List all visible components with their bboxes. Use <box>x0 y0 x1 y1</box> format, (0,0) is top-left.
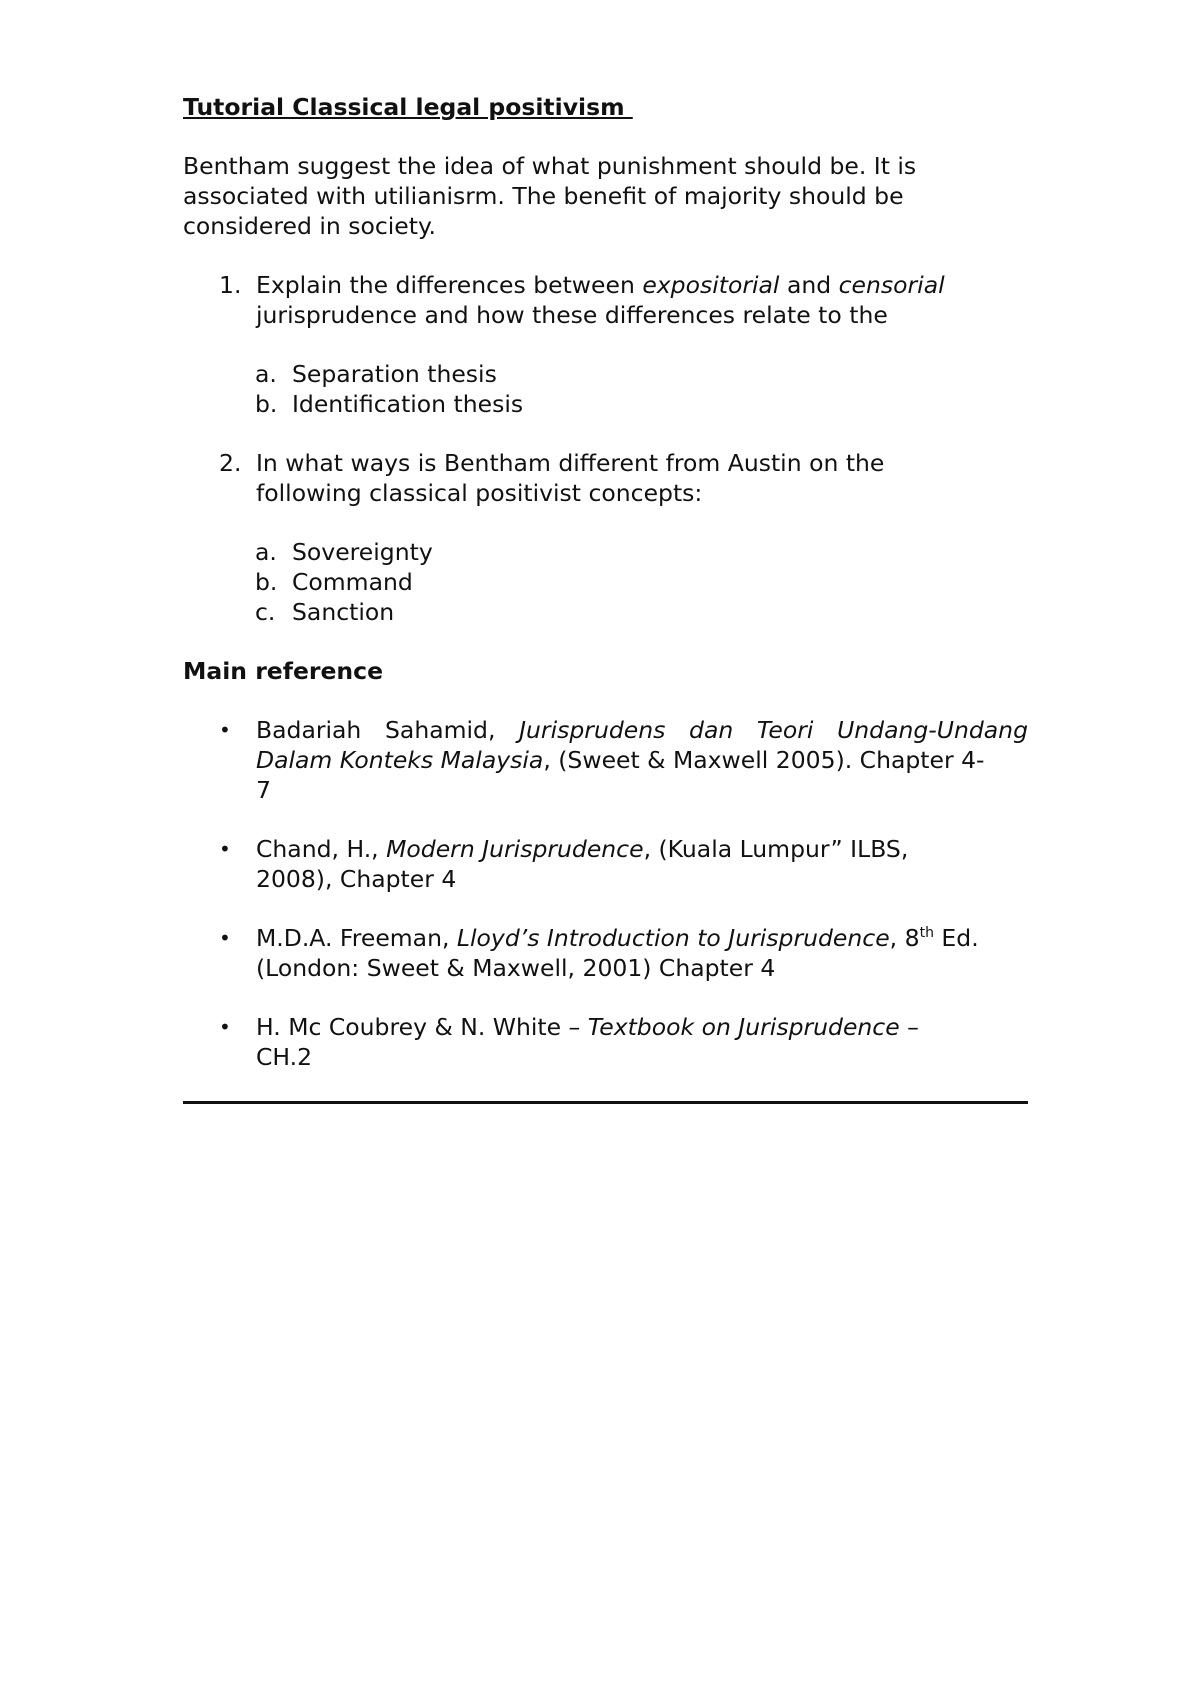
bullet-icon: • <box>219 837 231 861</box>
question-1-subitems <box>183 359 1028 419</box>
reference-text: Ed. <box>933 924 979 952</box>
reference-text: , (Sweet & Maxwell 2005). Chapter 4- <box>543 746 985 774</box>
intro-paragraph <box>183 151 1028 241</box>
sub-item-letter: a. <box>255 360 277 388</box>
bullet-icon: • <box>219 1015 231 1039</box>
document-title: Tutorial Classical legal positivism <box>183 93 633 121</box>
sub-item-text: Sanction <box>292 598 395 626</box>
reference-line: 7 <box>256 776 271 804</box>
reference-text: M.D.A. Freeman, <box>256 924 457 952</box>
bullet-icon: • <box>219 926 231 950</box>
intro-line: associated with utilianisrm. The benefit of majority should be <box>183 182 904 210</box>
intro-line: Bentham suggest the idea of what punishment should be. It is <box>183 152 917 180</box>
reference-book-title: Textbook on Jurisprudence <box>587 1013 900 1041</box>
question-line: In what ways is Bentham different from Austin on the <box>256 449 885 477</box>
reference-line <box>256 745 1028 775</box>
reference-item <box>183 834 1028 894</box>
sub-item-text: Command <box>292 568 413 596</box>
sub-item-letter: a. <box>255 538 277 566</box>
reference-item <box>183 1012 1028 1072</box>
bullet-icon: • <box>219 718 231 742</box>
sub-item <box>183 567 1028 597</box>
question-line <box>256 270 1028 300</box>
question-2-subitems <box>183 537 1028 627</box>
question-2 <box>183 448 1028 508</box>
question-number: 2. <box>219 449 242 477</box>
question-line: following classical positivist concepts: <box>256 479 703 507</box>
sub-item-letter: c. <box>255 598 276 626</box>
question-line: jurisprudence and how these differences relate to the <box>256 301 888 329</box>
intro-line: considered in society. <box>183 212 436 240</box>
question-text: and <box>779 271 839 299</box>
sub-item <box>183 597 1028 627</box>
question-text: Explain the differences between <box>256 271 643 299</box>
reference-heading: Main reference <box>183 657 384 685</box>
reference-line: (London: Sweet & Maxwell, 2001) Chapter 4 <box>256 954 776 982</box>
sub-item <box>183 537 1028 567</box>
question-number: 1. <box>219 271 242 299</box>
reference-line: 2008), Chapter 4 <box>256 865 457 893</box>
sub-item <box>183 359 1028 389</box>
reference-line <box>256 1012 1028 1042</box>
reference-line <box>256 834 1028 864</box>
reference-line: CH.2 <box>256 1043 313 1071</box>
reference-book-title: Dalam Konteks Malaysia <box>256 746 544 774</box>
reference-text: Chand, H., <box>256 835 387 863</box>
sub-item-text: Sovereignty <box>292 538 433 566</box>
question-term: censorial <box>838 271 945 299</box>
reference-line <box>256 715 1028 745</box>
reference-text: , (Kuala Lumpur” ILBS, <box>643 835 909 863</box>
reference-item <box>183 715 1028 805</box>
horizontal-rule <box>183 1101 1028 1104</box>
sub-item-text: Separation thesis <box>292 360 497 388</box>
sub-item-letter: b. <box>255 568 278 596</box>
reference-text: H. Mc Coubrey & N. White – <box>256 1013 588 1041</box>
sub-item-text: Identification thesis <box>292 390 524 418</box>
question-1 <box>183 270 1028 330</box>
reference-text: Badariah Sahamid, <box>256 716 520 744</box>
question-term: expositorial <box>642 271 780 299</box>
reference-book-title: Lloyd’s Introduction to Jurisprudence <box>456 924 890 952</box>
reference-text: – <box>899 1013 919 1041</box>
reference-book-title: Modern Jurisprudence <box>386 835 644 863</box>
document-body <box>183 92 1028 1101</box>
sub-item-letter: b. <box>255 390 278 418</box>
reference-item <box>183 923 1028 983</box>
sub-item <box>183 389 1028 419</box>
ordinal-superscript: th <box>919 925 934 942</box>
reference-line <box>256 923 1028 953</box>
reference-text: , 8 <box>889 924 920 952</box>
reference-book-title: Jurisprudens dan Teori Undang-Undang <box>519 716 1028 744</box>
